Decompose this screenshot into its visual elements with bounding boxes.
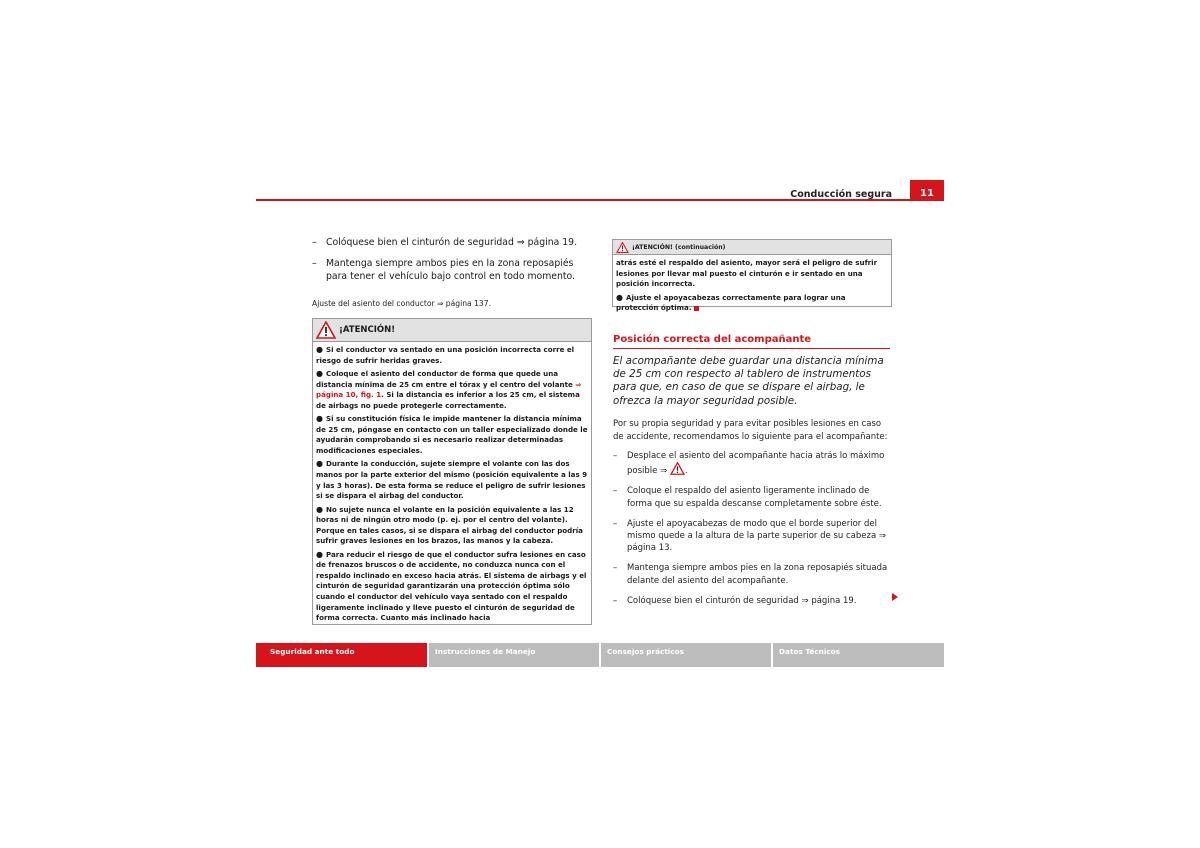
list-item (613, 562, 893, 587)
warning-text: Si su constitución física le impide mantener la distancia mínima de 25 cm, póngase en contacto con un taller especializado donde le ayudarán comprobando si es necesario realizar determinadas modificaciones especiales. (316, 414, 588, 455)
warning-text: Coloque el asiento del conductor de forma que quede una distancia mínima de 25 cm entre el tórax y el centro del volante (316, 368, 576, 389)
warning-text: . Si la distancia es inferior a los 25 cm, el sistema de airbags no puede protegerle correctamente. (316, 390, 580, 410)
bullet-icon: ● (316, 459, 323, 469)
warning-triangle-icon (670, 462, 685, 475)
list-item-text: Coloque el respaldo del asiento ligeramente inclinado de forma que su espalda descanse completamente sobre éste. (627, 486, 882, 509)
warning-paragraph (316, 345, 588, 366)
page-number: 11 (910, 180, 944, 201)
bullet-icon: ● (316, 345, 323, 354)
warning-text: Para reducir el riesgo de que el conductor sufra lesiones en caso de frenazos bruscos o de accidente, no conduzca nunca con el respaldo inclinado en exceso hacia atrás. El sistema de airbags y el cinturón de seguridad garantizarán una protección óptima sólo cuando el conductor del vehículo vaya sentado con el respaldo ligeramente inclinado y lleve puesto el cinturón de seguridad de forma correcta. Cuanto más inclinado hacia (316, 549, 587, 623)
bullet-icon: ● (316, 504, 323, 514)
dash-marker: – (613, 518, 618, 529)
list-item (613, 518, 893, 555)
heading-rule (613, 348, 890, 349)
body-paragraph: Por su propia seguridad y para evitar posibles lesiones en caso de accidente, recomendamos lo siguiente para el acompañante: (613, 419, 888, 442)
warning-header (313, 319, 591, 342)
left-column (312, 236, 592, 310)
list-item (312, 236, 592, 249)
section-title: Conducción segura (790, 189, 892, 200)
tab-seguridad-ante-todo[interactable]: Seguridad ante todo (256, 643, 427, 667)
cross-reference-note: Ajuste del asiento del conductor ⇒ página 137. (312, 299, 491, 308)
warning-body (313, 342, 591, 630)
warning-triangle-icon (316, 321, 336, 339)
bullet-icon: ● (316, 549, 323, 559)
list-item-text: Ajuste el apoyacabezas de modo que el borde superior del mismo quede a la altura de la parte superior de su cabeza ⇒ página 13. (627, 518, 886, 554)
list-item (613, 595, 893, 607)
warning-paragraph (316, 550, 588, 624)
intro-text: El acompañante debe guardar una distancia mínima de 25 cm con respecto al tablero de instrumentos para que, en caso de que se dispare el airbag, le ofrezca la mayor seguridad posible. (613, 355, 884, 407)
tab-datos-tecnicos[interactable]: Datos Técnicos (773, 643, 944, 667)
list-item (613, 485, 893, 510)
warning-paragraph (316, 414, 588, 456)
section-heading: Posición correcta del acompañante (613, 334, 812, 345)
next-page-arrow-icon[interactable] (892, 593, 898, 601)
dash-marker: – (312, 258, 317, 269)
warning-box (312, 318, 592, 625)
warning-paragraph (616, 293, 888, 314)
warning-continuation-box (612, 239, 892, 313)
list-item-text: Desplace el asiento del acompañante hacia atrás lo máximo posible ⇒ (627, 451, 885, 477)
warning-text: Si el conductor va sentado en una posición incorrecta corre el riesgo de sufrir heridas graves. (316, 345, 575, 365)
warning-header (613, 240, 891, 255)
warning-text: Ajuste el apoyacabezas correctamente para lograr una protección óptima. (616, 292, 846, 313)
warning-paragraph (316, 459, 588, 501)
warning-triangle-icon (616, 242, 629, 253)
dash-marker: – (613, 451, 618, 461)
list-item-text: Mantenga siempre ambos pies en la zona reposapiés situada delante del asiento del acompañante. (627, 563, 888, 586)
tab-instrucciones-de-manejo[interactable]: Instrucciones de Manejo (429, 643, 599, 667)
bullet-icon: ● (316, 414, 323, 424)
warning-body (613, 255, 891, 320)
warning-title: ¡ATENCIÓN! (339, 325, 396, 335)
warning-title: ¡ATENCIÓN! (continuación) (632, 243, 726, 251)
warning-text: No sujete nunca el volante en la posición equivalente a las 12 horas ni de ningún otro modo (p. ej. por el centro del volante). Porque en tales casos, si se dispara el airbag del conductor podría sufrir graves lesiones en los brazos, las manos y la cabeza. (316, 504, 583, 546)
list-item-text: Colóquese bien el cinturón de seguridad ⇒ página 19. (326, 237, 578, 248)
bullet-icon: ● (316, 368, 323, 378)
dash-marker: – (613, 595, 618, 606)
tab-consejos-practicos[interactable]: Consejos prácticos (601, 643, 771, 667)
warning-paragraph (316, 369, 588, 411)
page-reference-link[interactable]: ⇒ página 10, fig. 1 (316, 379, 582, 400)
warning-text: atrás esté el respaldo del asiento, mayor será el peligro de sufrir lesiones por llevar mal puesto el cinturón e ir sentado en una posición incorrecta. (616, 258, 878, 289)
dash-marker: – (312, 237, 317, 248)
period: . (684, 466, 688, 477)
bullet-icon: ● (616, 292, 623, 302)
warning-paragraph (316, 505, 588, 547)
warning-paragraph (616, 258, 888, 290)
dash-marker: – (613, 563, 618, 574)
dash-marker: – (613, 486, 618, 497)
list-item-text: Colóquese bien el cinturón de seguridad ⇒ página 19. (627, 595, 857, 606)
list-item (312, 257, 592, 283)
list-item-text: Mantenga siempre ambos pies en la zona reposapiés para tener el vehículo bajo control en todo momento. (326, 258, 576, 282)
end-square-icon (694, 306, 699, 311)
list-item (613, 450, 893, 478)
recommendation-list (613, 450, 893, 615)
warning-text: Durante la conducción, sujete siempre el volante con las dos manos por la parte exterior del mismo (posición equivalente a las 9 y las 3 horas). De esta forma se reduce el peligro de sufrir lesiones si se dispara el airbag del conductor. (316, 459, 588, 501)
